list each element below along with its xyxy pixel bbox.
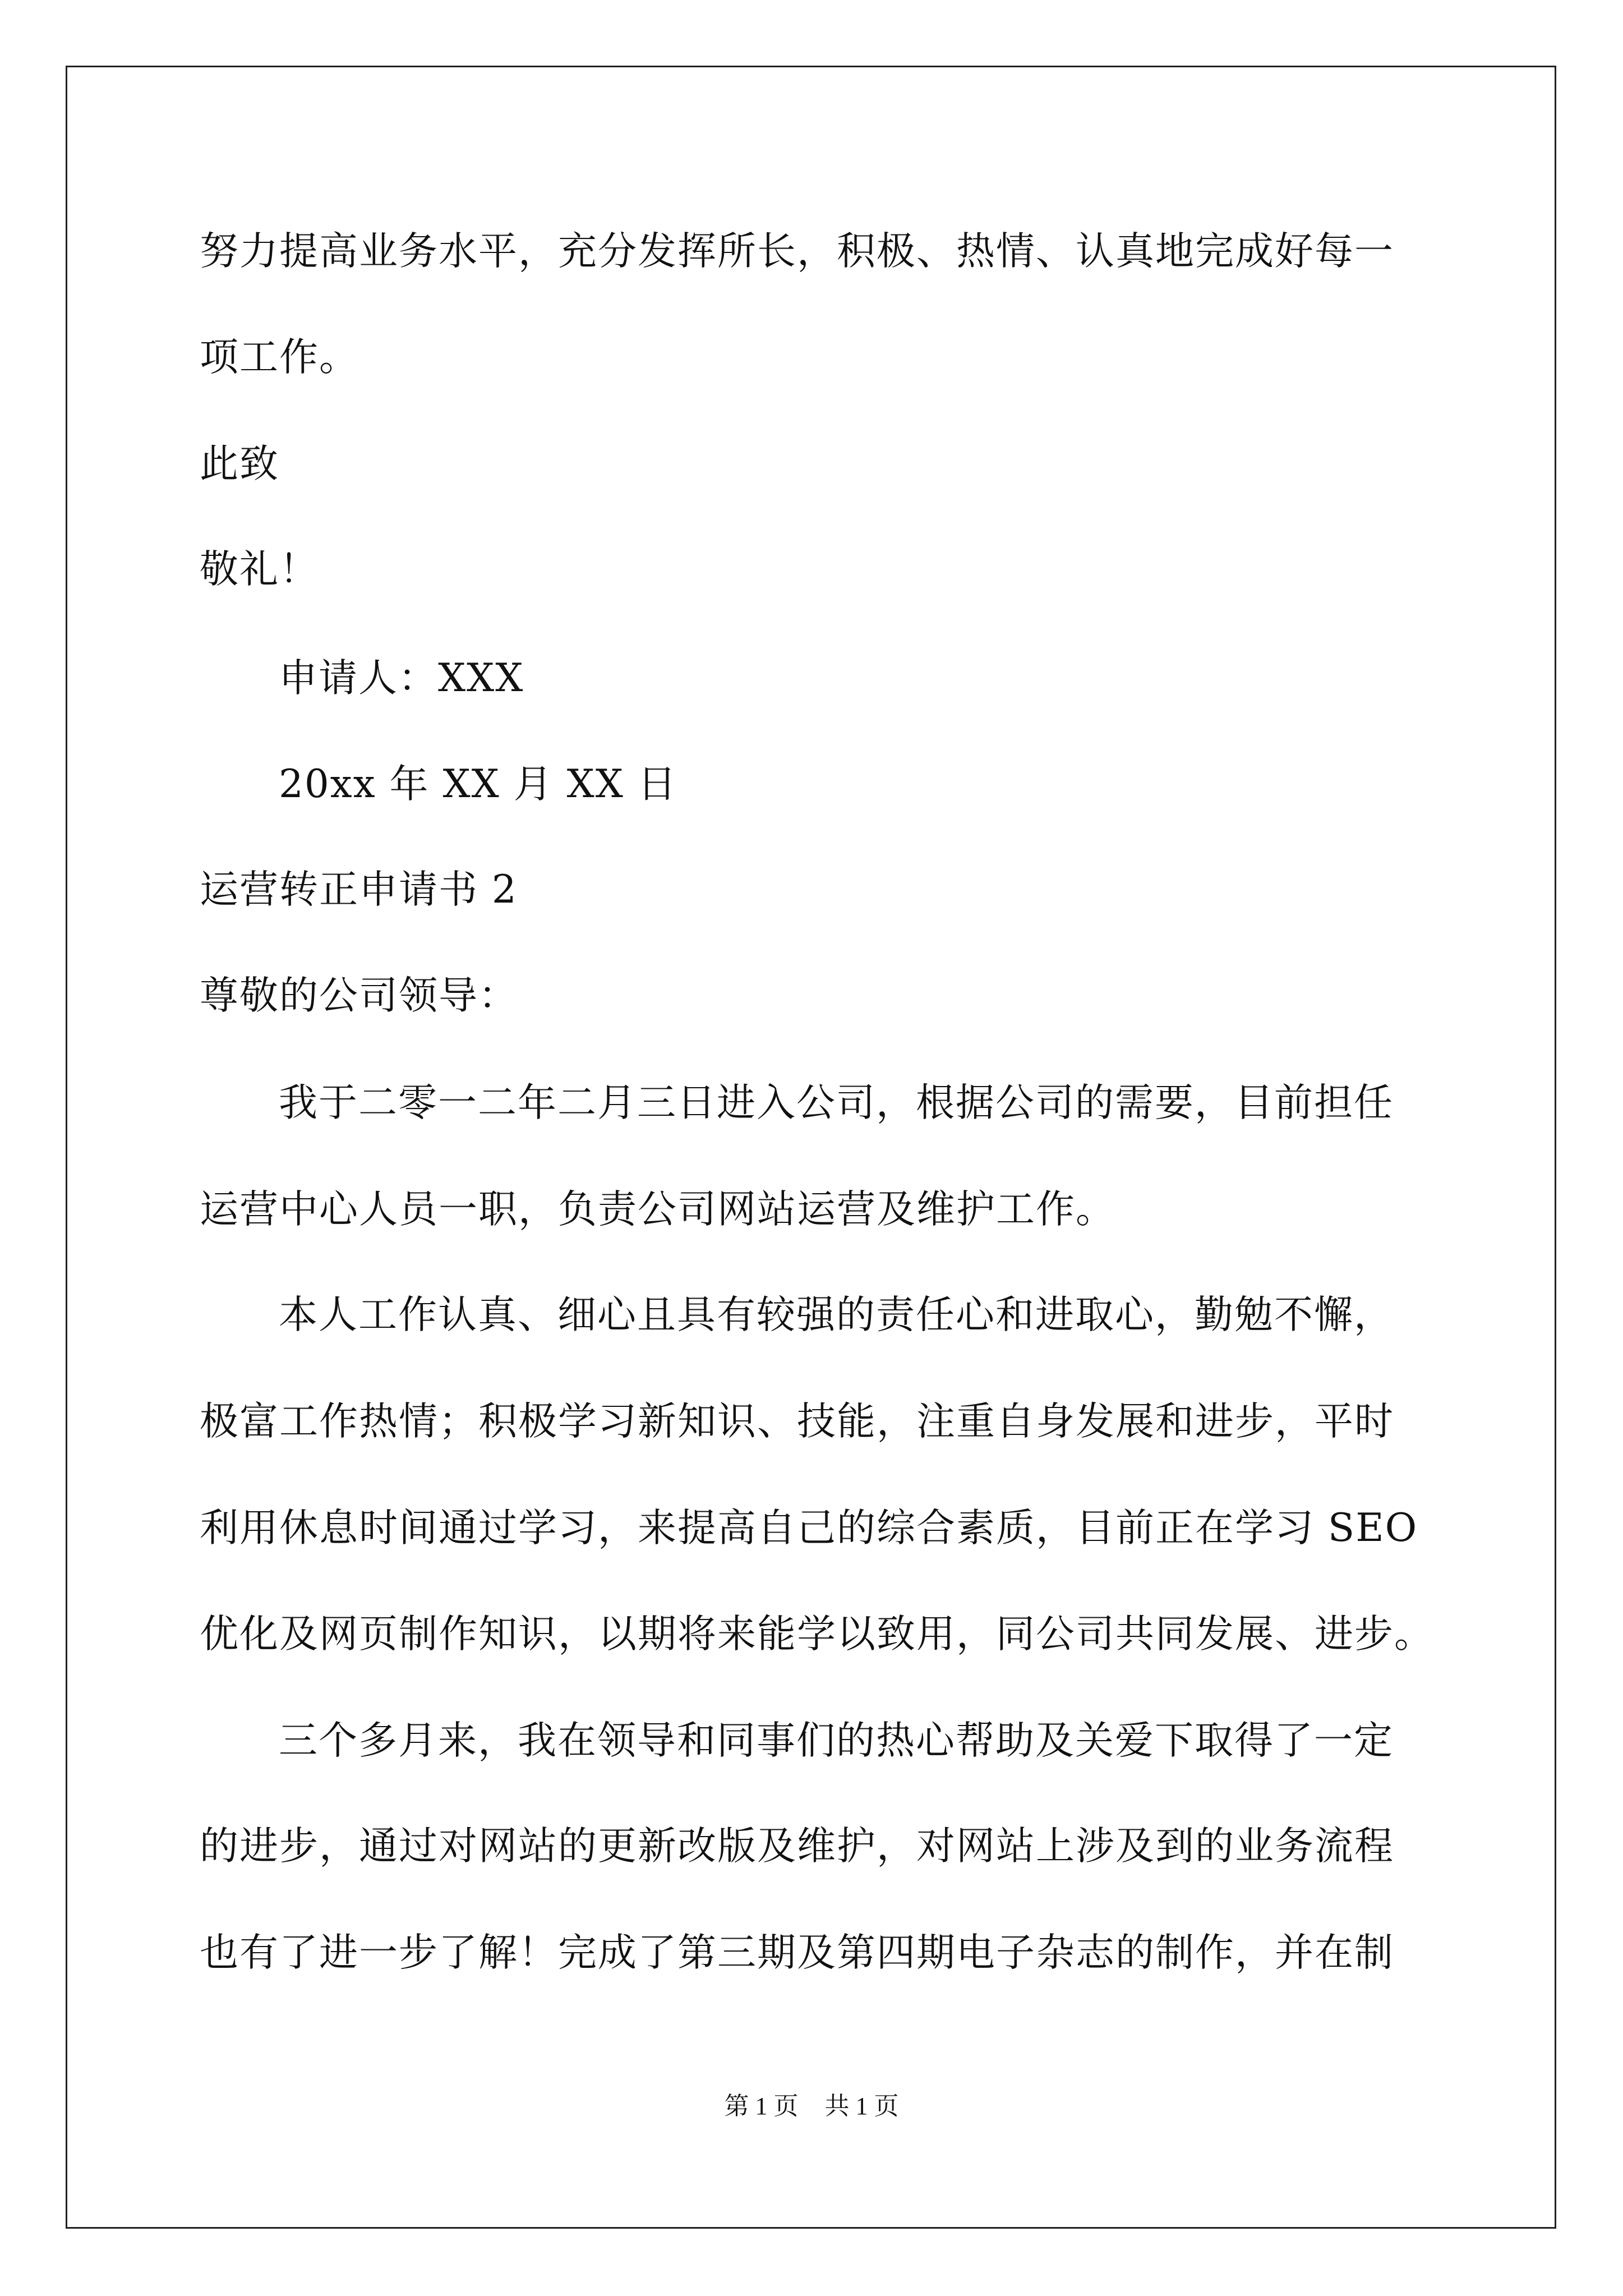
page-footer	[0, 2092, 1623, 2120]
closing-salutation: 此致	[200, 441, 279, 486]
body-line: 努力提高业务水平，充分发挥所长，积极、热情、认真地完成好每一	[200, 229, 1394, 274]
closing-regards: 敬礼！	[200, 547, 319, 592]
page-frame	[66, 66, 1556, 2229]
section-title: 运营转正申请书 2	[200, 867, 518, 912]
body-line: 利用休息时间通过学习，来提高自己的综合素质，目前正在学习 SEO	[200, 1506, 1418, 1550]
body-line: 运营中心人员一职，负责公司网站运营及维护工作。	[200, 1187, 1115, 1232]
body-line: 项工作。	[200, 335, 359, 380]
body-line: 我于二零一二年二月三日进入公司，根据公司的需要，目前担任	[279, 1080, 1394, 1125]
page-total: 共 1 页	[824, 2092, 899, 2120]
application-date: 20xx 年 XX 月 XX 日	[279, 762, 677, 807]
body-line: 三个多月来，我在领导和同事们的热心帮助及关爱下取得了一定	[279, 1718, 1394, 1763]
greeting: 尊敬的公司领导：	[200, 973, 518, 1018]
applicant-signature: 申请人：XXX	[279, 656, 524, 701]
page-number: 第 1 页	[724, 2092, 799, 2120]
body-line: 的进步，通过对网站的更新改版及维护，对网站上涉及到的业务流程	[200, 1824, 1394, 1869]
body-line: 也有了进一步了解！完成了第三期及第四期电子杂志的制作，并在制	[200, 1930, 1394, 1975]
body-line: 极富工作热情；积极学习新知识、技能，注重自身发展和进步，平时	[200, 1399, 1394, 1444]
body-line: 优化及网页制作知识，以期将来能学以致用，同公司共同发展、进步。	[200, 1612, 1434, 1657]
body-line: 本人工作认真、细心且具有较强的责任心和进取心，勤勉不懈，	[279, 1292, 1394, 1337]
